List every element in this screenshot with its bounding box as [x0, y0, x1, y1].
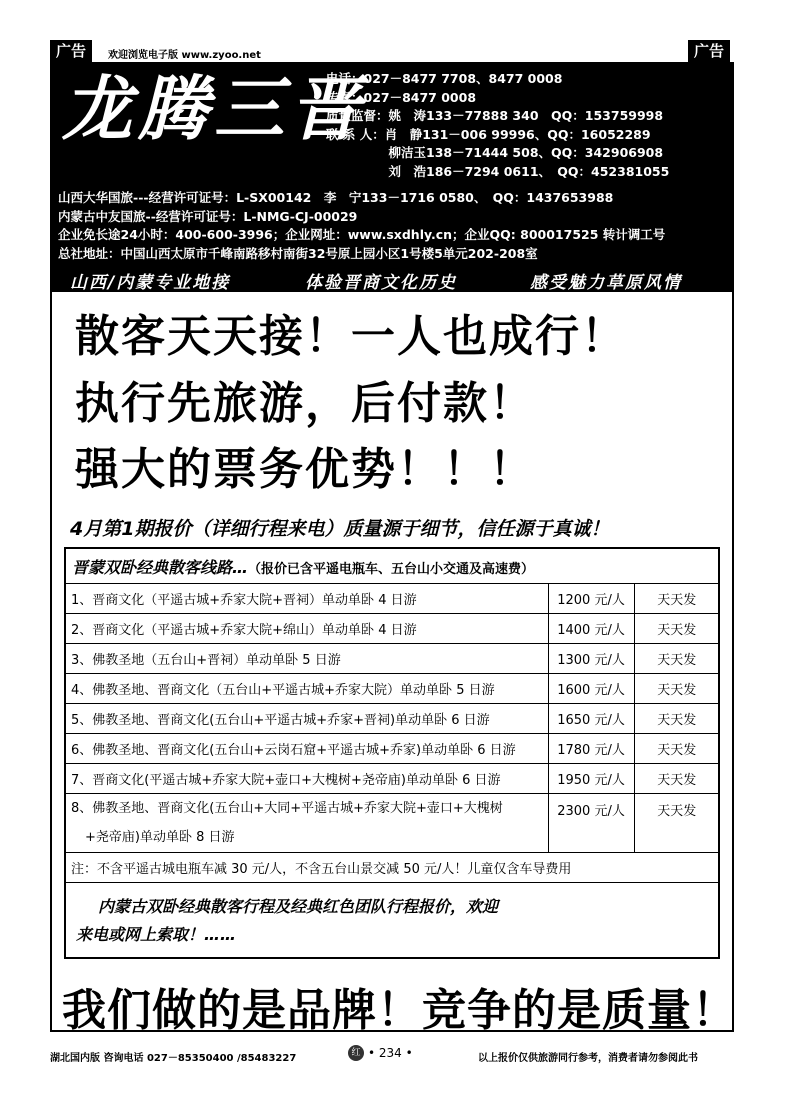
- contact-fax: 传真：027－8477 0008: [326, 89, 477, 105]
- route-name: 3、佛教圣地（五台山+晋祠）单动单卧 5 日游: [65, 644, 549, 674]
- slogan-3: 感受魅力草原风情: [530, 273, 682, 293]
- contact-person-2: 柳洁玉138－71444 508、QQ：342906908: [326, 145, 664, 160]
- brand-logo: 龙腾三晋: [62, 67, 366, 150]
- table-row: [65, 734, 720, 764]
- license-line-3: 企业免长途24小时：400-600-3996；企业网址：www.sxdhly.cn；企业QQ: 800017525 转计调工号: [58, 227, 666, 242]
- table-row: [65, 644, 720, 674]
- slogan-2: 体验晋商文化历史: [305, 273, 457, 293]
- license-line-1: 山西大华国旅---经营许可证号：L-SX00142 李 宁133－1716 0580、 QQ：1437653988: [58, 190, 614, 205]
- route-name-line-2: +尧帝庙)单动单卧 8 日游: [85, 830, 235, 845]
- table-row: [65, 853, 720, 883]
- routes-title-note: （报价已含平遥电瓶车、五台山小交通及高速费）: [248, 562, 535, 577]
- table-row: [65, 704, 720, 734]
- route-name: 4、佛教圣地、晋商文化（五台山+平遥古城+乔家大院）单动单卧 5 日游: [65, 674, 549, 704]
- headline-1: 散客天天接！一人也成行！: [75, 311, 627, 362]
- routes-header: [72, 555, 534, 578]
- contact-person-1: 联 系 人：肖 静131－006 99996、QQ：16052289: [326, 126, 651, 142]
- routes-note: 注：不含平遥古城电瓶车减 30 元/人，不含五台山景交减 50 元/人！儿童仅含车导费用: [65, 853, 720, 883]
- footer-right: 以上报价仅供旅游同行参考，消费者请勿参阅此书: [478, 1053, 698, 1064]
- headline-2: 执行先旅游，后付款！: [75, 378, 535, 429]
- route-departure: 天天发: [634, 704, 720, 734]
- banner: [50, 62, 734, 292]
- table-row: [65, 614, 720, 644]
- route-price: 1300 元/人: [548, 644, 634, 674]
- license-line-2: 内蒙古中友国旅--经营许可证号：L-NMG-CJ-00029: [58, 208, 358, 224]
- route-name: 6、佛教圣地、晋商文化(五台山+云岗石窟+平遥古城+乔家)单动单卧 6 日游: [65, 734, 549, 764]
- route-name: [65, 794, 549, 853]
- routes-box: [64, 547, 720, 959]
- route-price: 1600 元/人: [548, 674, 634, 704]
- route-departure: 天天发: [634, 644, 720, 674]
- table-row: [65, 584, 720, 614]
- table-row: [65, 764, 720, 794]
- slogan-1: 山西/内蒙专业地接: [70, 273, 231, 293]
- route-price: 1950 元/人: [548, 764, 634, 794]
- contact-supervisor: 质量监督：姚 涛133－77888 340 QQ：153759998: [326, 108, 664, 123]
- ad-label-right: 广告: [688, 40, 730, 62]
- route-departure: 天天发: [634, 734, 720, 764]
- route-departure: 天天发: [634, 584, 720, 614]
- contact-block: [326, 70, 669, 181]
- route-departure: 天天发: [634, 614, 720, 644]
- bottom-slogan: 我们做的是品牌！竞争的是质量！: [62, 985, 737, 1036]
- route-price: 1400 元/人: [548, 614, 634, 644]
- routes-table: [64, 583, 720, 883]
- route-departure: 天天发: [634, 794, 720, 853]
- route-price: 2300 元/人: [548, 794, 634, 853]
- routes-closing-line-2: 来电或网上索取！……: [76, 925, 237, 944]
- routes-closing: [76, 893, 712, 949]
- headline-3: 强大的票务优势！！！: [75, 444, 535, 495]
- table-row: [65, 674, 720, 704]
- routes-closing-line-1: 内蒙古双卧经典散客行程及经典红色团队行程报价，欢迎: [98, 897, 499, 916]
- footer-left: 湖北国内版 咨询电话 027－85350400 /85483227: [50, 1053, 297, 1064]
- route-departure: 天天发: [634, 764, 720, 794]
- routes-title: 晋蒙双卧经典散客线路…: [72, 558, 249, 577]
- license-line-4: 总社地址：中国山西太原市千峰南路移村南街32号原上园小区1号楼5单元202-208室: [58, 245, 538, 261]
- site-text: 欢迎浏览电子版 www.zyoo.net: [108, 50, 261, 61]
- route-departure: 天天发: [634, 674, 720, 704]
- table-row: [65, 794, 720, 853]
- route-name: 5、佛教圣地、晋商文化(五台山+平遥古城+乔家+晋祠)单动单卧 6 日游: [65, 704, 549, 734]
- route-price: 1650 元/人: [548, 704, 634, 734]
- license-block: [58, 189, 665, 263]
- logo-circle-icon: 红: [348, 1045, 364, 1061]
- route-name: 2、晋商文化（平遥古城+乔家大院+绵山）单动单卧 4 日游: [65, 614, 549, 644]
- contact-phone: 电话：027－8477 7708、8477 0008: [326, 71, 563, 86]
- ad-label-left: 广告: [50, 40, 92, 62]
- contact-person-3: 刘 浩186－7294 0611、 QQ：452381055: [326, 163, 670, 179]
- route-price: 1780 元/人: [548, 734, 634, 764]
- route-price: 1200 元/人: [548, 584, 634, 614]
- route-name-line-1: 8、佛教圣地、晋商文化(五台山+大同+平遥古城+乔家大院+壶口+大槐树: [71, 801, 503, 816]
- issue-subtitle: 4月第1期报价（详细行程来电）质量源于细节，信任源于真诚！: [70, 518, 610, 540]
- route-name: 7、晋商文化(平遥古城+乔家大院+壶口+大槐树+尧帝庙)单动单卧 6 日游: [65, 764, 549, 794]
- route-name: 1、晋商文化（平遥古城+乔家大院+晋祠）单动单卧 4 日游: [65, 584, 549, 614]
- page-number: • 234 •: [368, 1046, 413, 1060]
